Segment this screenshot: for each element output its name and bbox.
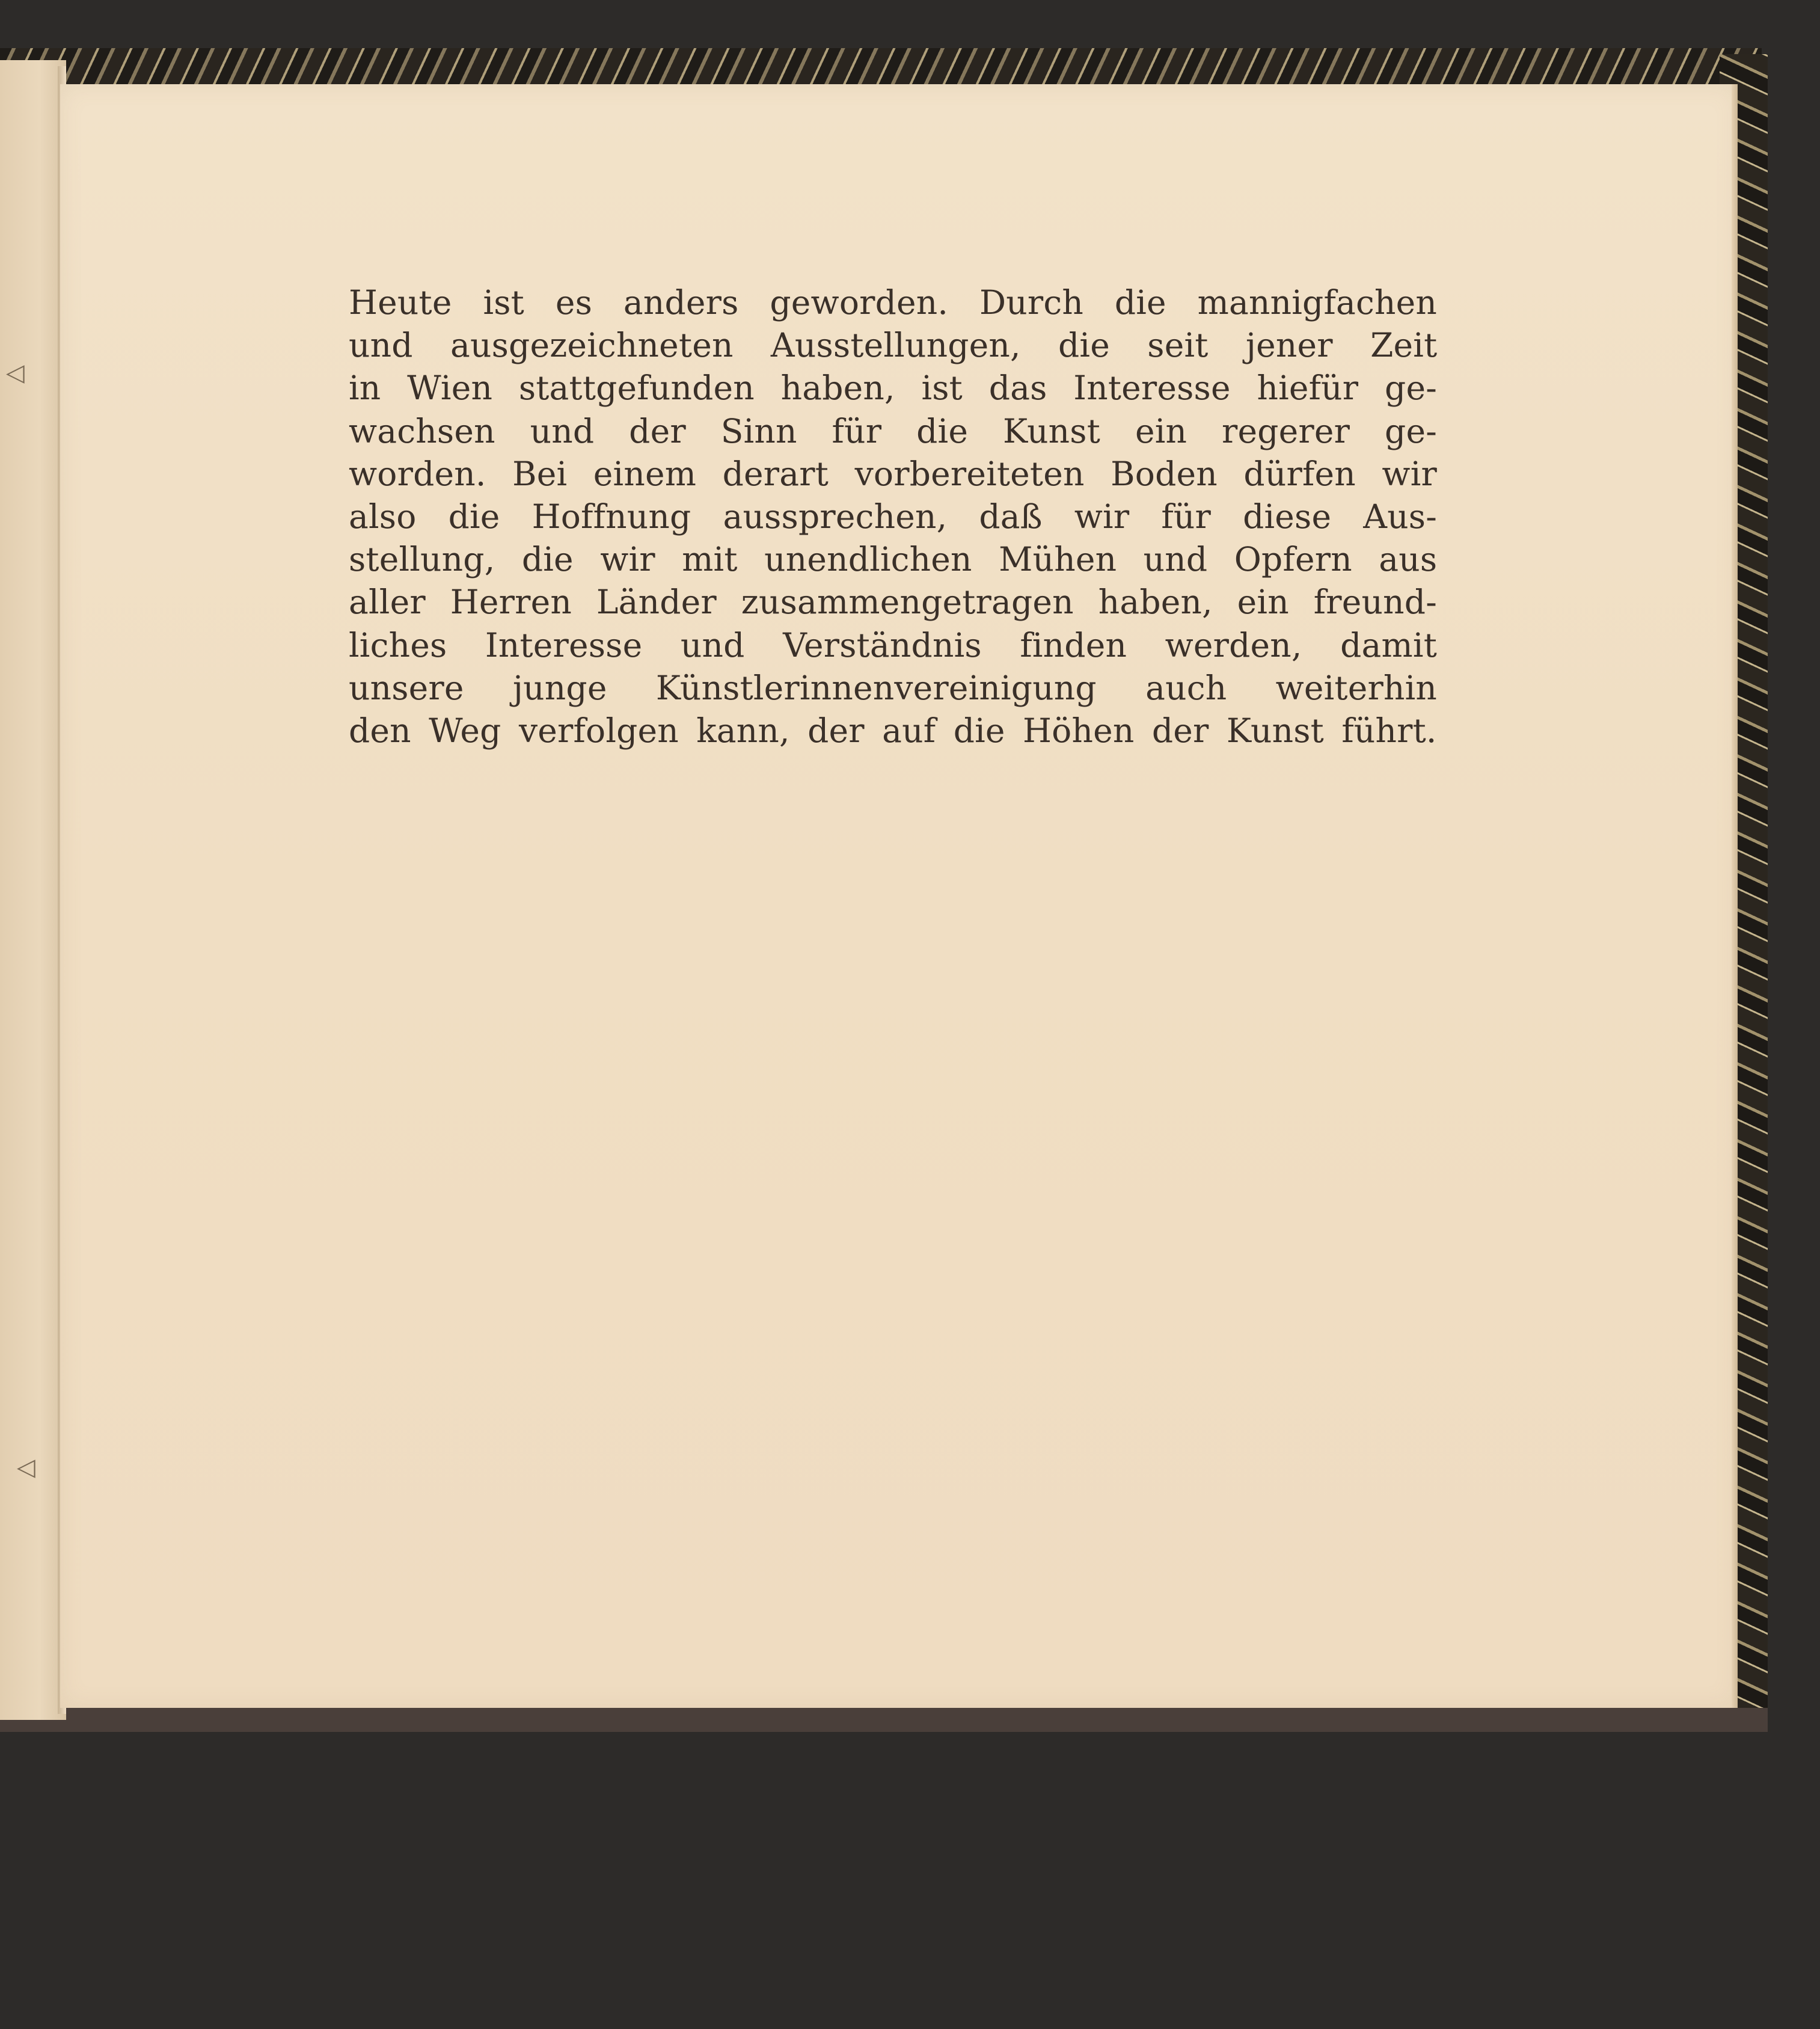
text-line: den Weg verfolgen kann, der auf die Höhen der Kunst führt. xyxy=(349,711,1437,750)
text-line: Heute ist es anders geworden. Durch die mannigfachen xyxy=(349,283,1437,322)
stitch-mark: ◁ xyxy=(17,1453,35,1481)
body-paragraph xyxy=(349,281,1437,752)
text-line: stellung, die wir mit unendlichen Mühen und Opfern aus xyxy=(349,540,1438,579)
text-line: worden. Bei einem derart vorbereiteten Boden dürfen wir xyxy=(349,454,1437,493)
stitch-mark: ◁ xyxy=(6,359,25,387)
text-line: also die Hoffnung aussprechen, daß wir für diese Aus- xyxy=(349,497,1438,536)
text-line: liches Interesse und Verständnis finden werden, damit xyxy=(349,625,1437,665)
text-line: unsere junge Künstlerinnenvereinigung auch weiterhin xyxy=(349,668,1437,707)
page-edge xyxy=(1732,84,1738,1708)
text-line: und ausgezeichneten Ausstellungen, die seit jener Zeit xyxy=(349,326,1438,365)
binding-bottom-edge xyxy=(0,1708,1768,1732)
text-line: aller Herren Länder zusammengetragen haben, ein freund- xyxy=(349,583,1437,622)
text-line: wachsen und der Sinn für die Kunst ein regerer ge- xyxy=(349,411,1437,450)
text-line: in Wien stattgefunden haben, ist das Interesse hiefür ge- xyxy=(349,369,1437,408)
